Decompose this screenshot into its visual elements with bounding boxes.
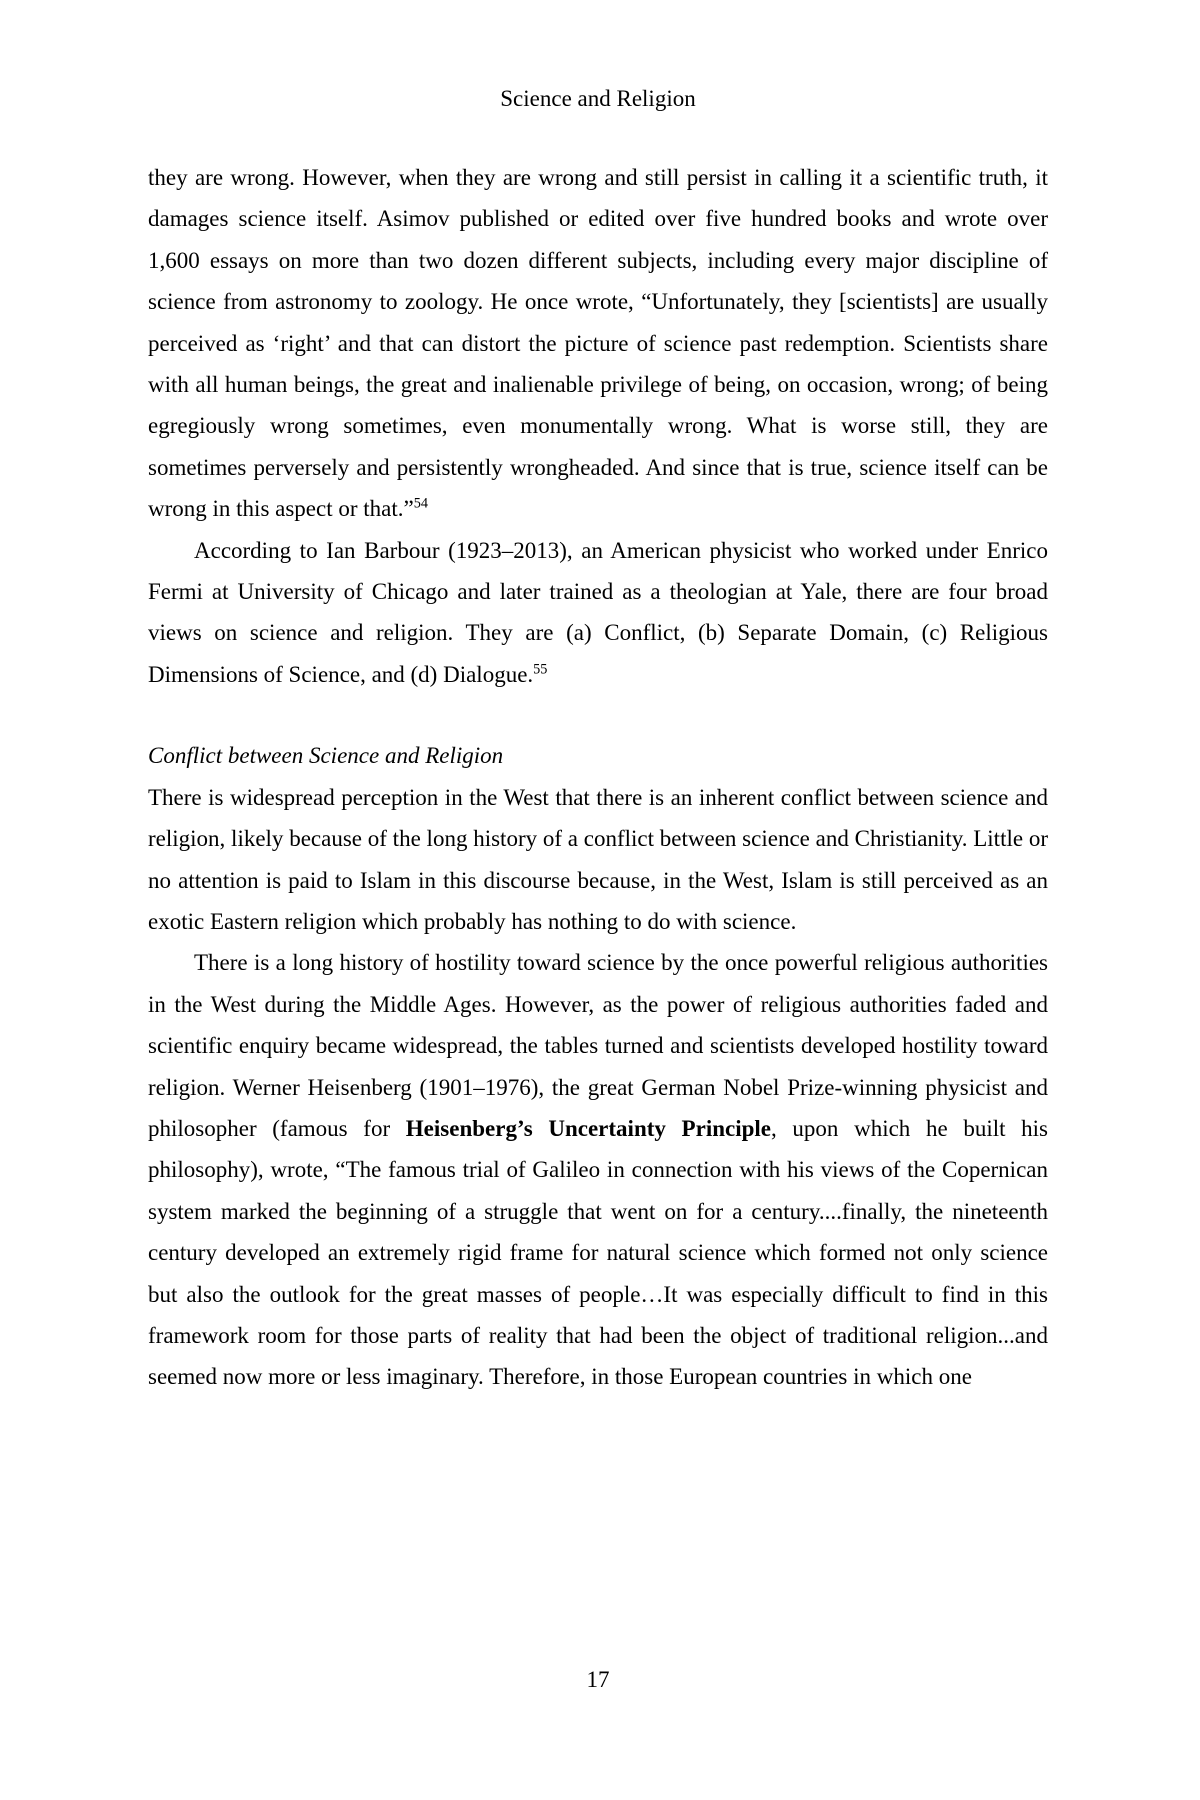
page-number: 17 xyxy=(586,1667,610,1692)
footnote-reference: 54 xyxy=(413,495,428,512)
text-run: , upon which he built his philosophy), wrote, “The famous trial of Galileo in connection with his views of the Copernican system marked the beginning of a struggle that went on for a century....finally, the nineteenth century developed an extremely rigid frame for natural science which formed not only science but also the outlook for the great masses of people…It was especially difficult to find in this framework room for those parts of reality that had been the object of traditional religion...and seemed now more or less imaginary. Therefore, in those European countries in which one xyxy=(148,1115,1049,1390)
footnote-reference: 55 xyxy=(533,661,548,678)
text-run: There is a long history of hostility toward science by the once powerful religious authorities in the West during the Middle Ages. However, as the power of religious authorities faded and scientific enquiry became widespread, the tables turned and scientists developed hostility toward religion. Werner Heisenberg (1901–1976), the great German Nobel Prize-winning physicist and philosopher (famous for xyxy=(148,950,1048,1141)
bold-text-run: Heisenberg’s Uncertainty Principle xyxy=(405,1115,771,1141)
paragraph xyxy=(148,157,1048,530)
paragraph xyxy=(148,530,1048,696)
running-head-title: Science and Religion xyxy=(500,86,696,111)
text-run: Conflict between Science and Religion xyxy=(148,743,504,769)
text-run: they are wrong. However, when they are wrong and still persist in calling it a scientific truth, it damages science itself. Asimov published or edited over five hundred books and wrote over 1,600 essays on more than two dozen different subjects, including every major discipline of science from astronomy to zoology. He once wrote, “Unfortunately, they [scientists] are usually perceived as ‘right’ and that can distort the picture of science past redemption. Scientists share with all human beings, the great and inalienable privilege of being, on occasion, wrong; of being egregiously wrong sometimes, even monumentally wrong. What is worse still, they are sometimes perversely and persistently wrongheaded. And since that is true, science itself can be wrong in this aspect or that.” xyxy=(148,165,1048,522)
text-run: According to Ian Barbour (1923–2013), an American physicist who worked under Enrico Fermi at University of Chicago and later trained as a theologian at Yale, there are four broad views on science and religion. They are (a) Conflict, (b) Separate Domain, (c) Religious Dimensions of Science, and (d) Dialogue. xyxy=(148,537,1048,687)
text-column xyxy=(148,78,1048,1398)
paragraph xyxy=(148,942,1048,1397)
body-text xyxy=(148,157,1048,1398)
text-run: There is widespread perception in the West that there is an inherent conflict between science and religion, likely because of the long history of a conflict between science and Christianity. Little or no attention is paid to Islam in this discourse because, in the West, Islam is still perceived as an exotic Eastern religion which probably has nothing to do with science. xyxy=(148,784,1048,934)
section-heading xyxy=(148,735,1048,776)
paragraph xyxy=(148,777,1048,943)
